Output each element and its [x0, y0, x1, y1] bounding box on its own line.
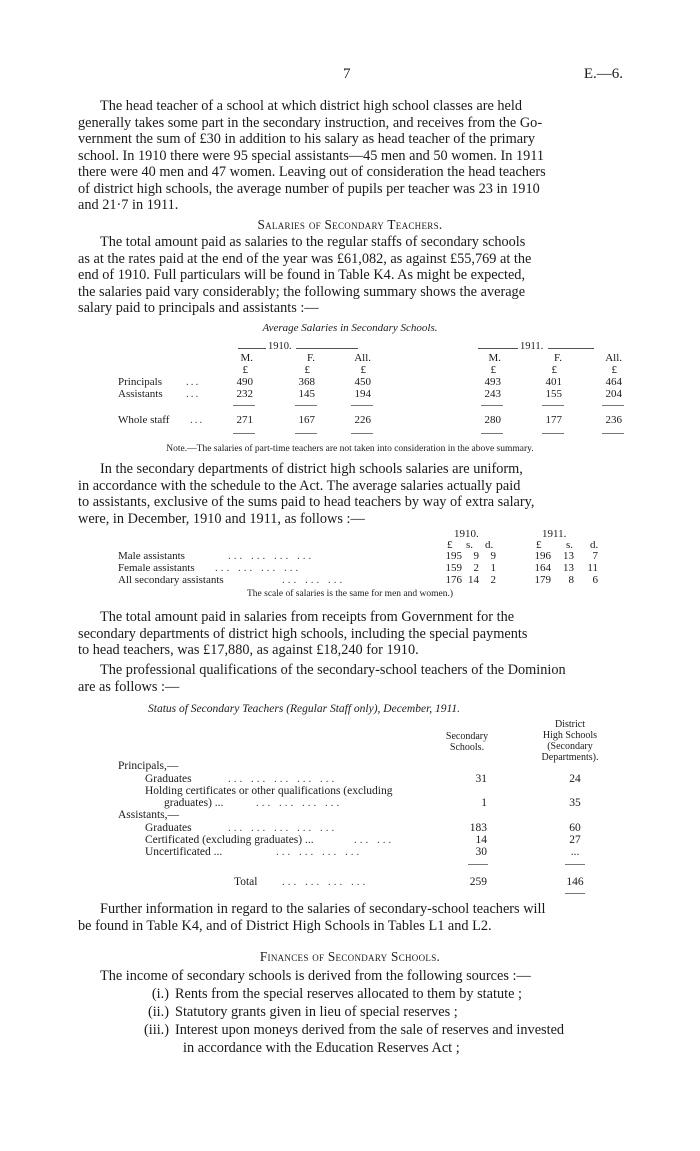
table-note: The scale of salaries is the same for men and women.)	[246, 589, 454, 599]
text-line: the salaries paid vary considerably; the following summary shows the average	[78, 283, 526, 300]
cell-pounds: 164	[534, 562, 551, 574]
row-label-male: Male assistants	[118, 550, 185, 562]
list-item	[137, 1004, 637, 1021]
list-text: Statutory grants given in lieu of special reserves ;	[175, 1004, 458, 1020]
paragraph-government-receipts	[78, 609, 626, 659]
list-text: Interest upon moneys derived from the sale of reserves and invested	[175, 1022, 565, 1038]
paragraph-district-salaries	[78, 461, 626, 527]
paragraph-qualifications	[78, 662, 626, 695]
paragraph-total-salaries	[78, 234, 626, 317]
row-label: Graduates	[145, 822, 192, 834]
row-label-total: Total	[234, 876, 258, 888]
cell-value: 271	[236, 414, 253, 426]
unit-pound: £	[242, 364, 248, 376]
unit-pound: £	[304, 364, 310, 376]
cell-pence: 6	[592, 574, 598, 586]
cell-shillings: 13	[563, 562, 574, 574]
cell-pounds: 195	[445, 550, 462, 562]
cell-shillings: 9	[473, 550, 479, 562]
col-district-header: District High Schools (Secondary Departments).	[541, 719, 599, 763]
text-line: there were 40 men and 47 women. Leaving out of consideration the head teachers	[78, 164, 546, 180]
cell-district: 24	[569, 773, 581, 785]
cell-value: 194	[354, 388, 371, 400]
row-label-assistants: Assistants	[118, 388, 163, 400]
text-line: and 21·7 in 1911.	[78, 197, 179, 213]
cell-value: 450	[354, 376, 371, 388]
cell-value: 145	[298, 388, 315, 400]
text-line: secondary departments of district high schools, including the special payments	[78, 625, 528, 642]
cell-value: 177	[545, 414, 562, 426]
text-line: school. In 1910 there were 95 special assistants—45 men and 50 women. In 1911	[78, 147, 545, 164]
unit-pound: £	[611, 364, 617, 376]
page-header	[0, 66, 700, 86]
text-line: to head teachers, was £17,880, as against £18,240 for 1910.	[78, 642, 419, 658]
group-principals: Principals,—	[118, 760, 179, 772]
year-1911-header: 1911.	[520, 341, 544, 352]
document-page: 7 E.—6. The head teacher of a school at which district high school classes are held generally takes some part in the secondary instruction, and receives from the Go- vernment the sum of £30 in addition to his salary as head teacher of the primary school. In 1910 there were 95 special assistants—45 men and 50 women. In 1911 there were 40 men and 47 women. Leaving out of consideration the head teachers of district high schools, the average number of pupils per teacher was 23 in 1910 and 21·7 in 1911. Salaries of Secondary Teachers. The total amount paid as salaries to the regular staffs of secondary schools as at the rates paid at the end of the year was £61,082, as against £55,769 at the end of 1910. Full particulars will be found in Table K4. As might be expected, the salaries paid vary considerably; the following summary shows the average salary paid to principals and assistants :— Average Salaries in Secondary Schools. 1910. 1911. M. F. All. M. F. All. £ £ £ £ £ £ Principals ... 490 368 450 493 401 464 Assistants ... 232 145 194 243 155 204 Whole staff ... 271 167 226 280 177 236 Note.—The salaries of part-time teachers are not taken into consideration in the above summary. In the secondary departments of district high schools salaries are uniform, in accordance with the schedule to the Act. The average salaries actually paid to assistants, exclusive of the sums paid to head teachers by way of extra salary, were, in December, 1910 and 1911, as follows :— 1910. 1911. £ s. d. £ s. d. Male assistants ... ... ... ... 195 9 9 196 13 7 Female assistants ... ... ... ... 159 2 1 164 13 11 All secondary assistants ... ... ... 176 14 2 179 8 6 The scale of salaries is the same for men and women.) The total amount paid in salaries from receipts from Government for the secondary departments of district high schools, including the special payments to head teachers, was £17,880, as against £18,240 for 1910. The professional qualifications of the secondary-school teachers of the Dominion are as follows :— Status of Secondary Teachers (Regular Staff only), December, 1911. District High Schools (Secondary Departments). Secondary Schools. Principals,— Graduates ... ... ... ... ... 31 24 Holding certificates or other qualifications (excluding graduates) ... ... ... ... ... 1 35 Assistants,— Graduates ... ... ... ... ... 183 60 Certificated (excluding graduates) ... ... ... 14 27 Uncertificated ... ... ... ... ... 30 ... Total ... ... ... ... 259 146 Further information in regard to the salaries of secondary-school teachers will be found in Table K4, and of District High Schools in Tables L1 and L2. Finances of Secondary Schools. The income of secondary schools is derived from the following sources :— (i.) Rents from the special reserves allocated to them by statute ; (ii.) Statutory grants given in lieu of special reserves ; (iii.) Interest upon moneys derived from the sale of reserves and invested in accordance with the Education Reserves Act ;	[0, 0, 700, 1151]
col-m-header: M.	[240, 352, 253, 364]
text-line: The total amount paid as salaries to the regular staffs of secondary schools	[100, 234, 526, 250]
list-number: (iii.)	[143, 1022, 169, 1038]
unit-pence: d.	[590, 539, 599, 551]
row-label: Uncertificated ...	[145, 846, 223, 858]
cell-shillings: 14	[468, 574, 479, 586]
cell-value: 401	[545, 376, 562, 388]
list-item	[137, 1022, 637, 1039]
cell-value: 280	[484, 414, 501, 426]
cell-pounds: 159	[445, 562, 462, 574]
text-line: be found in Table K4, and of District High Schools in Tables L1 and L2.	[78, 917, 492, 934]
cell-district: 60	[569, 822, 581, 834]
col-secondary-header: Secondary Schools.	[445, 731, 489, 753]
row-label: Graduates	[145, 773, 192, 785]
cell-district: 35	[569, 797, 581, 809]
cell-secondary: 1	[481, 797, 487, 809]
year-1910-header: 1910.	[454, 528, 479, 540]
paragraph-income-sources	[78, 968, 626, 985]
cell-secondary: 31	[475, 773, 487, 785]
cell-district: 27	[569, 834, 581, 846]
cell-value: 493	[484, 376, 501, 388]
text-line: salary paid to principals and assistants :—	[78, 300, 319, 316]
cell-value: 490	[236, 376, 253, 388]
list-number: (ii.)	[147, 1004, 169, 1020]
row-label-all: All secondary assistants	[118, 574, 224, 586]
text-line: The income of secondary schools is derived from the following sources :—	[100, 968, 531, 984]
cell-shillings: 13	[563, 550, 574, 562]
cell-pence: 9	[490, 550, 496, 562]
list-item	[137, 986, 637, 1003]
row-label: Holding certificates or other qualifications (excluding	[145, 785, 393, 797]
col-all-header: All.	[605, 352, 622, 364]
text-line: of district high schools, the average number of pupils per teacher was 23 in 1910	[78, 180, 540, 197]
cell-pence: 1	[490, 562, 496, 574]
cell-pounds: 196	[534, 550, 551, 562]
table-caption: Status of Secondary Teachers (Regular Staff only), December, 1911.	[148, 703, 461, 715]
cell-value: 368	[298, 376, 315, 388]
text-line: vernment the sum of £30 in addition to his salary as head teacher of the primary	[78, 131, 535, 147]
cell-shillings: 2	[473, 562, 479, 574]
text-line: as at the rates paid at the end of the year was £61,082, as against £55,769 at the	[78, 250, 532, 267]
paragraph-head-teacher	[78, 98, 626, 214]
unit-pound: £	[360, 364, 366, 376]
cell-pounds: 179	[534, 574, 551, 586]
list-text: Rents from the special reserves allocated to them by statute ;	[175, 986, 522, 1002]
heading-salaries: Salaries of Secondary Teachers.	[257, 217, 443, 232]
cell-pence: 11	[587, 562, 598, 574]
unit-pound: £	[490, 364, 496, 376]
row-label-female: Female assistants	[118, 562, 195, 574]
cell-secondary: 183	[469, 822, 487, 834]
row-label-whole-staff: Whole staff	[118, 414, 170, 426]
cell-value: 236	[605, 414, 622, 426]
col-all-header: All.	[354, 352, 371, 364]
text-line: generally takes some part in the secondary instruction, and receives from the Go-	[78, 114, 543, 131]
unit-shilling: s.	[466, 539, 474, 551]
paragraph-further-information	[78, 901, 626, 934]
unit-pence: d.	[485, 539, 494, 551]
text-line: In the secondary departments of district high schools salaries are uniform,	[100, 461, 523, 477]
cell-total-secondary: 259	[469, 876, 487, 888]
row-label: Certificated (excluding graduates) ...	[145, 834, 314, 846]
text-line: to assistants, exclusive of the sums paid to head teachers by way of extra salary,	[78, 494, 535, 510]
row-label: graduates) ...	[164, 797, 224, 809]
document-reference: E.—6.	[583, 66, 623, 82]
text-line: The total amount paid in salaries from receipts from Government for the	[100, 609, 515, 625]
col-f-header: F.	[554, 352, 562, 364]
text-line: Further information in regard to the salaries of secondary-school teachers will	[100, 901, 546, 917]
page-number: 7	[343, 66, 351, 82]
table-caption: Average Salaries in Secondary Schools.	[262, 322, 438, 334]
cell-total-district: 146	[566, 876, 584, 888]
cell-value: 226	[354, 414, 371, 426]
unit-shilling: s.	[566, 539, 574, 551]
cell-value: 464	[605, 376, 622, 388]
text-line: were, in December, 1910 and 1911, as follows :—	[78, 510, 365, 527]
year-1911-header: 1911.	[542, 528, 567, 540]
heading-finances: Finances of Secondary Schools.	[259, 949, 441, 964]
cell-value: 167	[298, 414, 315, 426]
text-line: The head teacher of a school at which district high school classes are held	[100, 98, 523, 114]
cell-pounds: 176	[445, 574, 462, 586]
list-continuation: in accordance with the Education Reserves Act ;	[183, 1040, 460, 1056]
cell-value: 204	[605, 388, 622, 400]
cell-secondary: 30	[475, 846, 487, 858]
text-line: end of 1910. Full particulars will be found in Table K4. As might be expected,	[78, 267, 526, 283]
cell-secondary: 14	[475, 834, 487, 846]
unit-pound: £	[551, 364, 557, 376]
cell-value: 232	[236, 388, 253, 400]
year-1910-header: 1910.	[268, 341, 292, 352]
group-assistants: Assistants,—	[118, 809, 180, 821]
col-m-header: M.	[488, 352, 501, 364]
cell-pence: 2	[490, 574, 496, 586]
list-number: (i.)	[151, 986, 169, 1002]
unit-pound: £	[536, 539, 542, 551]
unit-pound: £	[447, 539, 453, 551]
cell-pence: 7	[592, 550, 598, 562]
col-f-header: F.	[307, 352, 315, 364]
text-line: The professional qualifications of the secondary-school teachers of the Dominion	[100, 662, 566, 678]
table-note: Note.—The salaries of part-time teachers are not taken into consideration in the above summary.	[166, 444, 534, 454]
cell-shillings: 8	[568, 574, 574, 586]
cell-value: 155	[545, 388, 562, 400]
cell-district: ...	[570, 846, 580, 858]
text-line: in accordance with the schedule to the Act. The average salaries actually paid	[78, 477, 521, 494]
text-line: are as follows :—	[78, 678, 180, 695]
row-label-principals: Principals	[118, 376, 162, 388]
cell-value: 243	[484, 388, 501, 400]
